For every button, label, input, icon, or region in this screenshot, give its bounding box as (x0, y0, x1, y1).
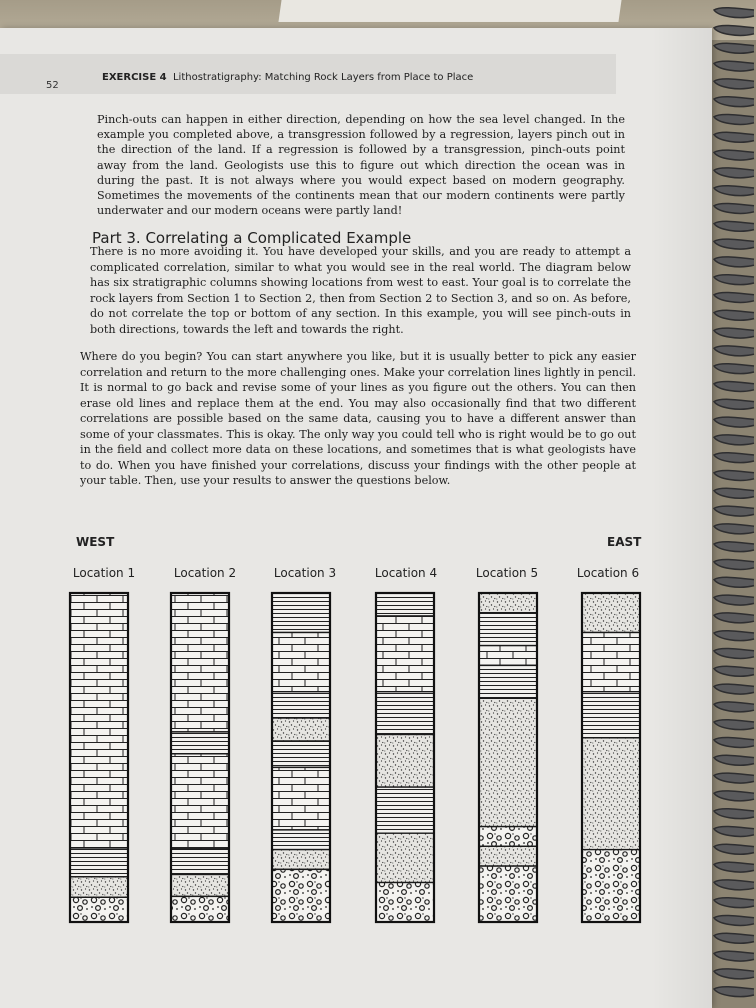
spiral-binding (708, 0, 756, 1008)
limestone-layer (171, 593, 229, 732)
location-3-label: Location 3 (273, 566, 337, 580)
location-4-label: Location 4 (374, 566, 438, 580)
binding-coil (714, 702, 754, 712)
shale-layer (171, 849, 229, 875)
column-location-1 (70, 593, 128, 922)
shale-layer (582, 692, 640, 738)
binding-coil (714, 684, 754, 694)
binding-coil (714, 898, 754, 908)
shale-layer (479, 613, 537, 646)
part3-paragraph-1: There is no more avoiding it. You have developed your skills, and you are ready to attempt a complicated correlation, similar to what you would see in the real world. The diagram below has six stratigraphic columns showing locations from west to east. Your goal is to correlate the rock layers from Section 1 to Section 2, then from Section 2 to Section 3, and so on. As before, do not correlate the top or bottom of any section. In this example, you will see pinch-outs in both directions, towards the left and towards the right. (90, 245, 631, 336)
shale-layer (272, 830, 330, 850)
shale-layer (479, 665, 537, 698)
binding-coil (714, 114, 754, 124)
binding-coil (714, 880, 754, 890)
binding-coil (714, 8, 754, 18)
binding-coil (714, 631, 754, 641)
location-5-label: Location 5 (475, 566, 539, 580)
shale-layer (272, 692, 330, 718)
conglomerate-layer (479, 866, 537, 922)
binding-coil (714, 595, 754, 605)
binding-coil (714, 915, 754, 925)
sandstone-layer (376, 833, 434, 882)
column-location-4 (376, 593, 434, 922)
binding-coil (714, 186, 754, 196)
binding-coil (714, 381, 754, 391)
binding-coil (714, 613, 754, 623)
binding-coil (714, 933, 754, 943)
binding-coil (714, 364, 754, 374)
binding-coil (714, 720, 754, 730)
column-location-2 (171, 593, 229, 922)
conglomerate-layer (70, 897, 128, 922)
binding-coil (714, 969, 754, 979)
binding-coil (714, 826, 754, 836)
binding-coil (714, 132, 754, 142)
sandstone-layer (479, 698, 537, 826)
binding-coil (714, 97, 754, 107)
shale-layer (70, 848, 128, 877)
column-location-6 (582, 593, 640, 922)
binding-coil (714, 168, 754, 178)
binding-coil (714, 755, 754, 765)
conglomerate-layer (272, 869, 330, 922)
sandstone-layer (479, 846, 537, 866)
binding-coil (714, 435, 754, 445)
binding-coil (714, 488, 754, 498)
shale-layer (272, 593, 330, 633)
conglomerate-layer (376, 883, 434, 923)
shale-layer (376, 593, 434, 616)
binding-coil (714, 61, 754, 71)
sandstone-layer (479, 593, 537, 613)
binding-coil (714, 666, 754, 676)
east-label: EAST (607, 535, 642, 549)
page-number: 52 (46, 80, 59, 91)
binding-coil (714, 43, 754, 53)
binding-coil (714, 79, 754, 89)
shale-layer (376, 787, 434, 833)
binding-coil (714, 221, 754, 231)
exercise-label: EXERCISE 4 (102, 72, 167, 83)
binding-coil (714, 257, 754, 267)
exercise-title: Lithostratigraphy: Matching Rock Layers from Place to Place (172, 72, 474, 83)
part3-paragraph-2: Where do you begin? You can start anywhere you like, but it is usually better to pick any easier correlation and return to the more challenging ones. Make your correlation lines lightly in pencil. It is normal to go back and revise some of your lines as you figure out the others. You can then erase old lines and replace them at the end. You may also occasionally find that two different correlations are possible based on the same data, causing you to have a different answer than some of your classmates. This is okay. The only way you could tell who is right would be to go out in the field and collect more data on these locations, and sometimes that is what geologists have to do. When you have finished your correlations, discuss your findings with the other people at your table. Then, use your results to answer the questions below. (80, 350, 636, 487)
binding-coil (714, 203, 754, 213)
binding-coil (714, 417, 754, 427)
binding-coil (714, 25, 754, 35)
binding-coil (714, 275, 754, 285)
binding-coil (714, 524, 754, 534)
sandstone-layer (272, 718, 330, 741)
binding-coil (714, 844, 754, 854)
shale-layer (171, 732, 229, 754)
sandstone-layer (272, 850, 330, 870)
column-location-5 (479, 593, 537, 922)
conglomerate-layer (479, 827, 537, 847)
limestone-layer (171, 754, 229, 849)
binding-coil (714, 292, 754, 302)
binding-coil (714, 773, 754, 783)
limestone-layer (376, 616, 434, 692)
limestone-layer (582, 633, 640, 692)
binding-coil (714, 737, 754, 747)
conglomerate-layer (582, 850, 640, 922)
binding-coil (714, 310, 754, 320)
binding-coil (714, 809, 754, 819)
binding-coil (714, 862, 754, 872)
binding-coil (714, 951, 754, 961)
limestone-layer (70, 593, 128, 848)
sandstone-layer (582, 738, 640, 850)
binding-coil (714, 470, 754, 480)
limestone-layer (479, 646, 537, 666)
binding-coil (714, 648, 754, 658)
intro-paragraph: Pinch-outs can happen in either direction, depending on how the sea level changed. In the example you completed above, a transgression followed by a regression, layers pinch out in the direction of the land. If a regression is followed by a transgression, pinch-outs point away from the land. Geologists use this to figure out which direction the ocean was in during the past. It is not always where you would expect based on modern geography. Sometimes the movements of the continents mean that our modern continents were partly underwater and our modern oceans were partly land! (97, 113, 625, 218)
binding-coil (714, 239, 754, 249)
shale-layer (376, 692, 434, 735)
binding-coil (714, 791, 754, 801)
section-heading: Part 3. Correlating a Complicated Example (92, 229, 412, 247)
shale-layer (272, 741, 330, 767)
location-1-label: Location 1 (72, 566, 136, 580)
column-location-3 (272, 593, 330, 922)
binding-coil (714, 399, 754, 409)
binding-coil (714, 506, 754, 516)
conglomerate-layer (171, 896, 229, 922)
binding-coil (714, 150, 754, 160)
sandstone-layer (376, 735, 434, 788)
west-label: WEST (76, 535, 115, 549)
limestone-layer (272, 633, 330, 692)
binding-coil (714, 453, 754, 463)
binding-coil (714, 559, 754, 569)
binding-coil (714, 346, 754, 356)
sandstone-layer (582, 593, 640, 633)
binding-coil (714, 328, 754, 338)
binding-coil (714, 577, 754, 587)
location-6-label: Location 6 (576, 566, 640, 580)
binding-coil (714, 987, 754, 997)
sandstone-layer (70, 877, 128, 898)
limestone-layer (272, 767, 330, 830)
binding-coil (714, 542, 754, 552)
location-2-label: Location 2 (173, 566, 237, 580)
sandstone-layer (171, 875, 229, 897)
